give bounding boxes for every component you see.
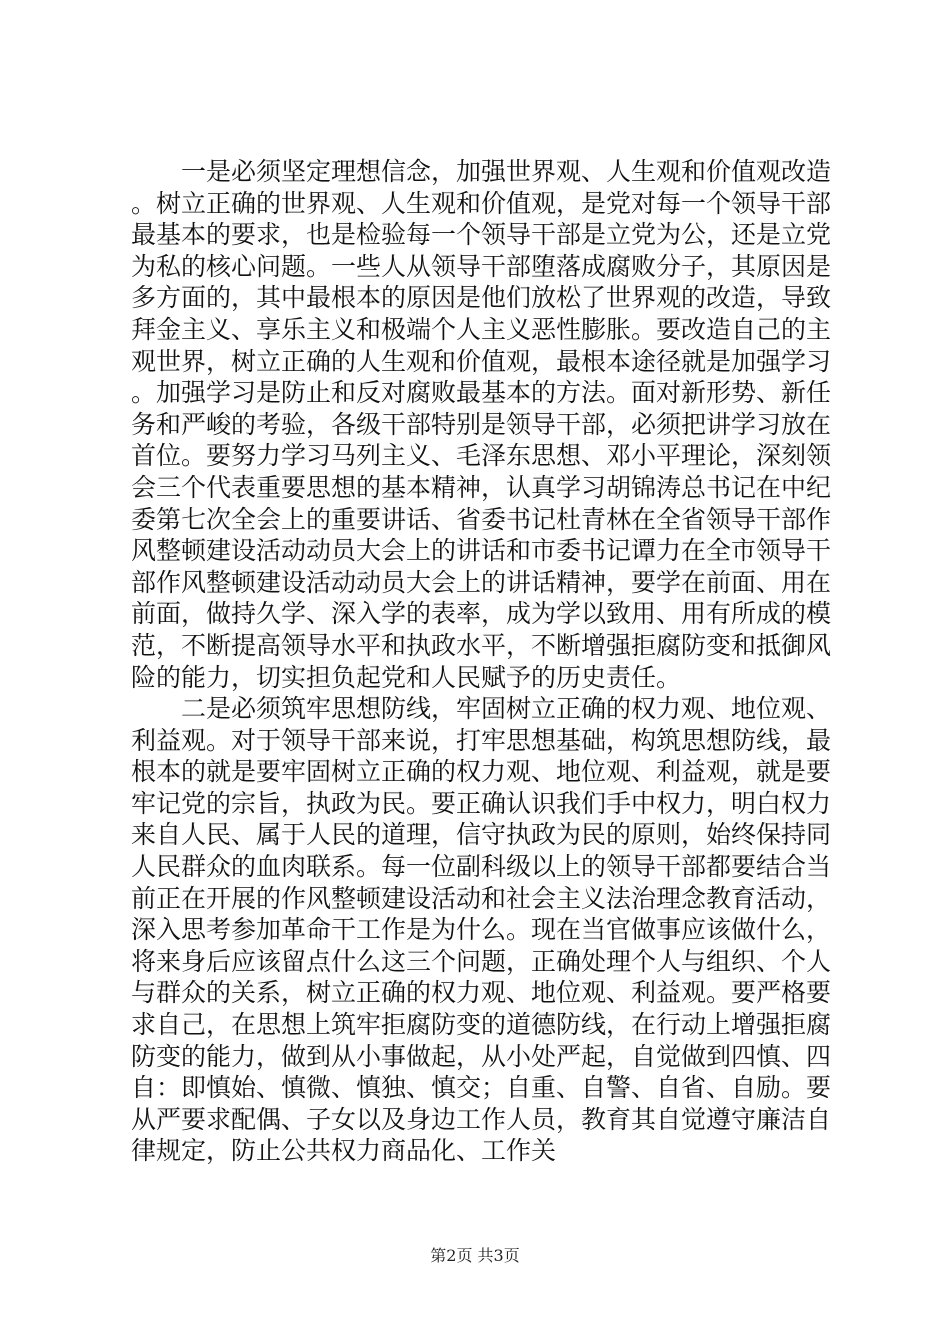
page-footer: 第2页 共3页 — [430, 1246, 520, 1265]
paragraph-2: 二是必须筑牢思想防线，牢固树立正确的权力观、地位观、利益观。对于领导干部来说，打牢思想基础，构筑思想防线，最根本的就是要牢固树立正确的权力观、地位观、利益观，就是要牢记党的宗旨，执政为民。要正确认识我们手中权力，明白权力来自人民、属于人民的道理，信守执政为民的原则，始终保持同人民群众的血肉联系。每一位副科级以上的领导干部都要结合当前正在开展的作风整顿建设活动和社会主义法治理念教育活动，深入思考参加革命干工作是为什么。现在当官做事应该做什么，将来身后应该留点什么这三个问题，正确处理个人与组织、个人与群众的关系，树立正确的权力观、地位观、利益观。要严格要求自己，在思想上筑牢拒腐防变的道德防线，在行动上增强拒腐防变的能力，做到从小事做起，从小处严起，自觉做到四慎、四自：即慎始、慎微、慎独、慎交；自重、自警、自省、自励。要从严要求配偶、子女以及身边工作人员，教育其自觉遵守廉洁自律规定，防止公共权力商品化、工作关 — [131, 694, 832, 1166]
document-body — [131, 156, 831, 1167]
paragraph-1: 一是必须坚定理想信念，加强世界观、人生观和价值观改造。树立正确的世界观、人生观和价值观，是党对每一个领导干部最基本的要求，也是检验每一个领导干部是立党为公，还是立党为私的核心问题。一些人从领导干部堕落成腐败分子，其原因是多方面的，其中最根本的原因是他们放松了世界观的改造，导致拜金主义、享乐主义和极端个人主义恶性膨胀。要改造自己的主观世界，树立正确的人生观和价值观，最根本途径就是加强学习。加强学习是防止和反对腐败最基本的方法。面对新形势、新任务和严峻的考验，各级干部特别是领导干部，必须把讲学习放在首位。要努力学习马列主义、毛泽东思想、邓小平理论，深刻领会三个代表重要思想的基本精神，认真学习胡锦涛总书记在中纪委第七次全会上的重要讲话、省委书记杜青林在全省领导干部作风整顿建设活动动员大会上的讲话和市委书记谭力在全市领导干部作风整顿建设活动动员大会上的讲话精神，要学在前面、用在前面，做持久学、深入学的表率，成为学以致用、用有所成的模范，不断提高领导水平和执政水平，不断增强拒腐防变和抵御风险的能力，切实担负起党和人民赋予的历史责任。 — [131, 157, 832, 692]
